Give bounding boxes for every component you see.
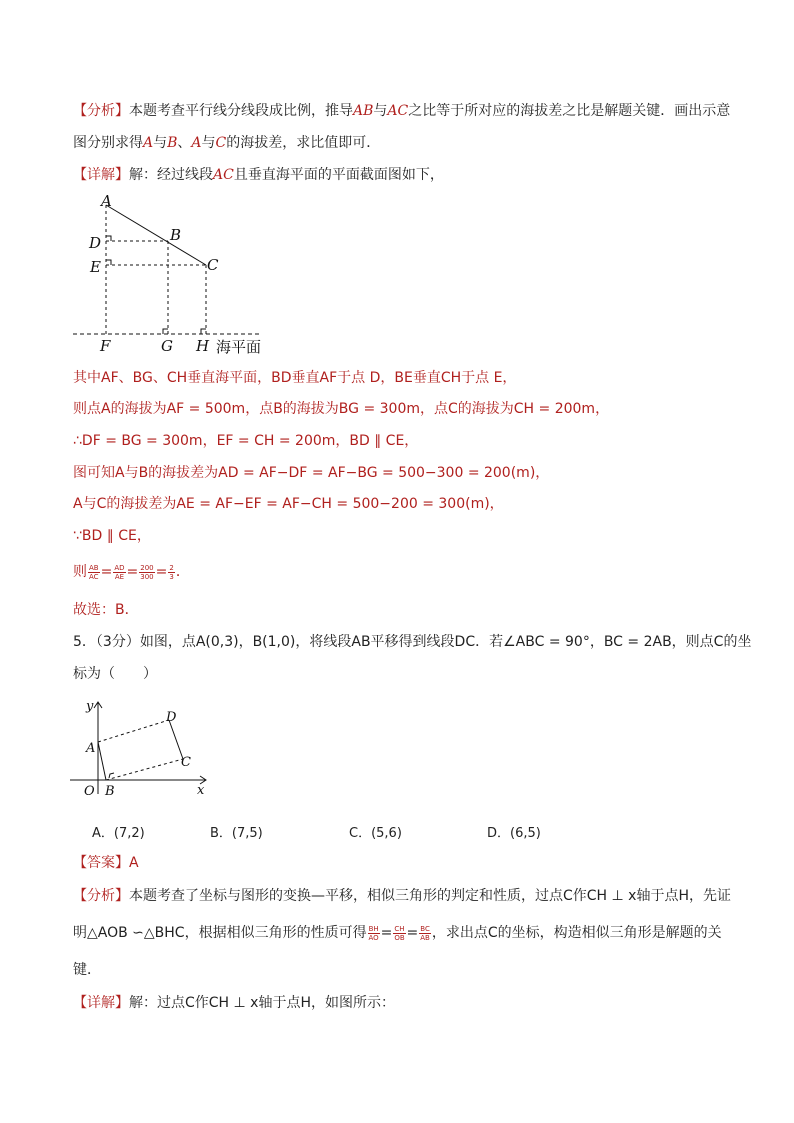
option-b: B．(7,5)	[210, 826, 263, 841]
text: ，求出点C的坐标，构造相似三角形是解题的关	[431, 925, 722, 941]
fraction	[168, 564, 174, 581]
fraction	[88, 564, 100, 581]
math: AC	[387, 103, 409, 119]
solution-line-2: 则点A的海拔为AF = 500m，点B的海拔为BG = 300m，点C的海拔为CH = 200m，	[73, 401, 610, 417]
math: AB	[353, 103, 374, 119]
equals: =	[126, 564, 139, 580]
solution-line-6: ∵BD ∥ CE，	[73, 528, 151, 544]
segment-CD	[169, 720, 183, 759]
label-x: x	[197, 783, 205, 798]
solution-line-4: 图可知A与B的海拔差为AD = AF−DF = AF−BG = 500−300 = 200(m)，	[73, 465, 550, 481]
option-d: D．(6,5)	[487, 826, 541, 841]
math: B	[167, 135, 178, 151]
equals: =	[100, 564, 113, 580]
fraction	[393, 925, 405, 942]
segment-AD	[98, 720, 169, 742]
text: 本题考查平行线分线段成比例，推导	[129, 103, 353, 119]
denominator: 3	[169, 572, 174, 581]
text: 与	[373, 103, 388, 119]
label-B: B	[170, 226, 182, 244]
denominator: 300	[140, 572, 154, 581]
text: 解：经过线段	[129, 167, 213, 183]
answer-tag: 【答案】	[73, 855, 129, 871]
label-E: E	[90, 258, 101, 276]
right-angle-H	[201, 329, 206, 334]
numerator: CH	[394, 924, 405, 933]
denominator: AO	[368, 933, 379, 942]
coordinate-figure	[66, 696, 216, 802]
numerator: AB	[89, 563, 99, 572]
text: 且垂直海平面的平面截面图如下，	[233, 167, 444, 183]
segment-BC	[106, 759, 183, 780]
segment-AC	[106, 205, 206, 265]
text: 之比等于所对应的海拔差之比是解题关键．画出示意	[408, 103, 731, 119]
analysis-tag: 【分析】	[73, 103, 129, 119]
text: 则	[73, 564, 87, 580]
analysis-line-2	[73, 133, 380, 153]
label-D: D	[89, 234, 102, 252]
numerator: AD	[114, 563, 125, 572]
right-angle-E	[106, 260, 111, 265]
analysis2-line-1	[73, 886, 731, 906]
solution-line-1: 其中AF、BG、CH垂直海平面，BD垂直AF于点 D，BE垂直CH于点 E，	[73, 370, 517, 386]
analysis2-line-3: 键．	[73, 962, 101, 978]
text: 本题考查了坐标与图形的变换—平移，相似三角形的判定和性质，过点C作CH ⊥ x轴于点H，先证	[129, 888, 731, 904]
answer-value: A	[129, 855, 139, 871]
label-C: C	[181, 755, 191, 770]
equals: =	[380, 925, 393, 941]
math: A	[143, 135, 154, 151]
numerator: BH	[368, 924, 379, 933]
text: 解：过点C作CH ⊥ x轴于点H，如图所示：	[129, 995, 395, 1011]
detail-tag: 【详解】	[73, 167, 129, 183]
label-A: A	[86, 741, 96, 756]
detail2-line	[73, 993, 395, 1013]
analysis2-tag: 【分析】	[73, 888, 129, 904]
answer-line	[73, 853, 139, 873]
label-D: D	[166, 710, 177, 725]
question-5-line-1: 5．（3分）如图，点A(0,3)，B(1,0)，将线段AB平移得到线段DC．若∠ABC = 90°，BC = 2AB，则点C的坐	[73, 634, 752, 650]
solution-line-7	[73, 562, 190, 582]
analysis2-line-2	[73, 923, 722, 943]
fraction	[113, 564, 125, 581]
sea-level-label: 海平面	[216, 338, 262, 356]
denominator: AB	[420, 933, 430, 942]
detail-line	[73, 165, 444, 185]
denominator: AC	[89, 572, 99, 581]
label-C: C	[207, 256, 219, 274]
solution-choice: 故选：B．	[73, 602, 139, 618]
detail2-tag: 【详解】	[73, 995, 129, 1011]
fraction	[368, 925, 380, 942]
numerator: 2	[169, 563, 174, 572]
label-G: G	[161, 337, 173, 355]
text: 的海拔差，求比值即可．	[226, 135, 381, 151]
right-angle-D	[106, 236, 111, 241]
math: C	[215, 135, 227, 151]
equals: =	[155, 564, 168, 580]
right-angle-G	[163, 329, 168, 334]
math: AC	[213, 167, 234, 183]
numerator: BC	[420, 924, 430, 933]
denominator: OB	[394, 933, 405, 942]
numerator: 200	[140, 563, 154, 572]
label-O: O	[84, 784, 95, 799]
text: ．	[175, 564, 190, 580]
option-a: A．(7,2)	[92, 826, 145, 841]
label-A: A	[101, 192, 112, 210]
text: 、	[177, 135, 192, 151]
fraction	[419, 925, 431, 942]
right-angle-B	[109, 773, 114, 778]
solution-line-3: ∴DF = BG = 300m，EF = CH = 200m，BD ∥ CE，	[73, 433, 419, 449]
math: A	[191, 135, 202, 151]
label-H: H	[196, 337, 210, 355]
altitude-figure	[60, 188, 280, 360]
analysis-line-1	[73, 101, 730, 121]
text: 与	[201, 135, 216, 151]
text: 图分别求得	[73, 135, 143, 151]
label-y: y	[86, 699, 94, 714]
segment-AB	[98, 742, 106, 780]
text: 与	[153, 135, 168, 151]
question-5-line-2: 标为（ ）	[73, 666, 157, 682]
label-B: B	[105, 784, 115, 799]
fraction	[139, 564, 154, 581]
text: 明△AOB ∽△BHC，根据相似三角形的性质可得	[73, 925, 367, 941]
option-c: C．(5,6)	[349, 826, 402, 841]
solution-line-5: A与C的海拔差为AE = AF−EF = AF−CH = 500−200 = 300(m)，	[73, 496, 504, 512]
equals: =	[406, 925, 419, 941]
denominator: AE	[114, 572, 125, 581]
label-F: F	[100, 337, 111, 355]
